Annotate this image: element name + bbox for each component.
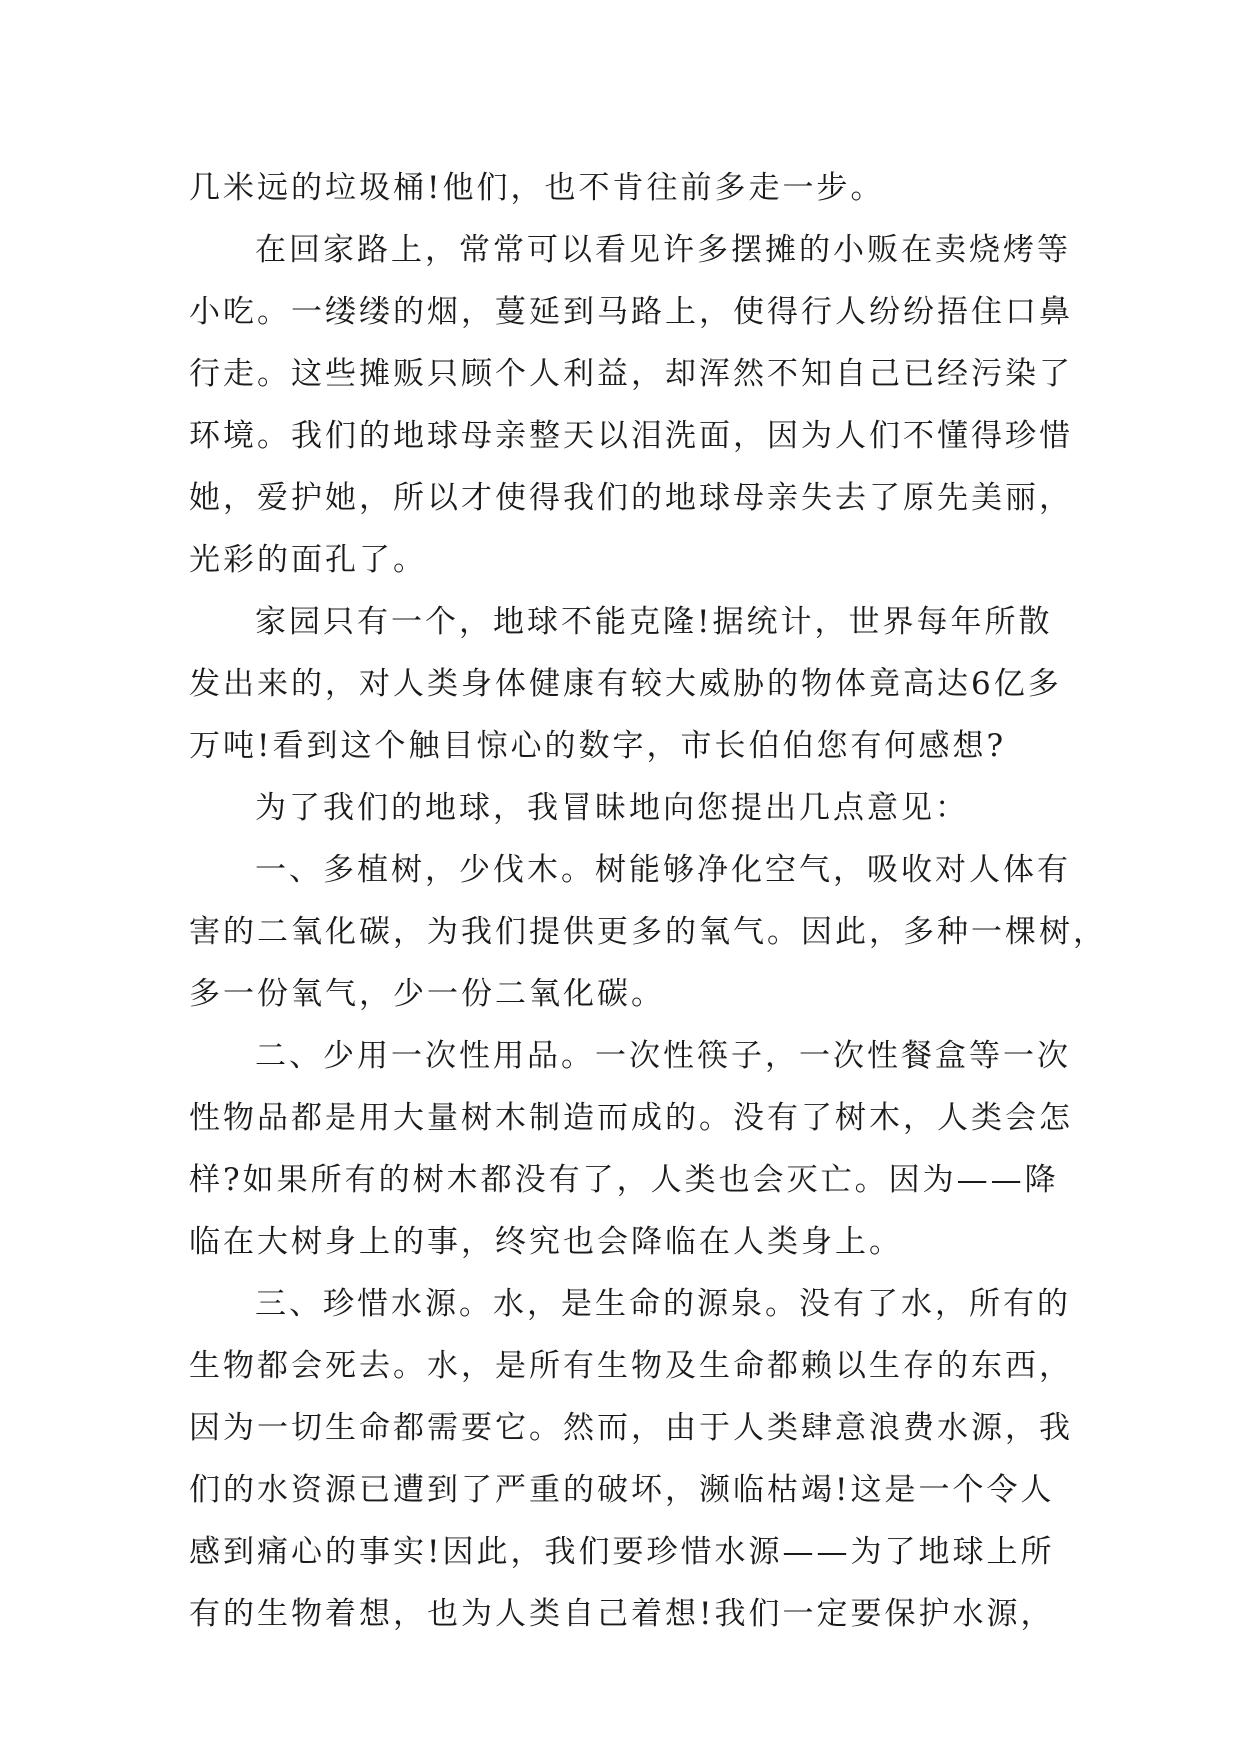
text-line: 感到痛心的事实!因此，我们要珍惜水源——为了地球上所 (189, 1534, 1055, 1570)
text-line: 为了我们的地球，我冒昧地向您提出几点意见： (255, 790, 969, 826)
text-line: 万吨!看到这个触目惊心的数字，市长伯伯您有何感想? (189, 728, 1007, 764)
text-line: 因为一切生命都需要它。然而，由于人类肆意浪费水源，我 (189, 1410, 1073, 1446)
text-line: 一、多植树，少伐木。树能够净化空气，吸收对人体有 (255, 852, 1071, 888)
text-line: 生物都会死去。水，是所有生物及生命都赖以生存的东西， (189, 1348, 1073, 1384)
text-line: 二、少用一次性用品。一次性筷子，一次性餐盒等一次 (255, 1038, 1071, 1074)
text-line: 在回家路上，常常可以看见许多摆摊的小贩在卖烧烤等 (255, 232, 1071, 268)
text-line: 害的二氧化碳，为我们提供更多的氧气。因此，多种一棵树， (189, 914, 1107, 950)
text-line: 光彩的面孔了。 (189, 542, 427, 578)
text-line: 家园只有一个，地球不能克隆!据统计，世界每年所散 (255, 604, 1053, 640)
text-line: 性物品都是用大量树木制造而成的。没有了树木，人类会怎 (189, 1100, 1073, 1136)
body-text (189, 157, 1107, 1645)
text-line: 三、珍惜水源。水，是生命的源泉。没有了水，所有的 (255, 1286, 1071, 1322)
text-line: 多一份氧气，少一份二氧化碳。 (189, 976, 665, 1012)
text-line: 她，爱护她，所以才使得我们的地球母亲失去了原先美丽， (189, 480, 1073, 516)
text-line: 临在大树身上的事，终究也会降临在人类身上。 (189, 1224, 903, 1260)
text-line: 几米远的垃圾桶!他们，也不肯往前多走一步。 (189, 170, 885, 206)
text-line: 有的生物着想，也为人类自己着想!我们一定要保护水源， (189, 1596, 1055, 1632)
text-line: 行走。这些摊贩只顾个人利益，却浑然不知自己已经污染了 (189, 356, 1073, 392)
text-line: 发出来的，对人类身体健康有较大威胁的物体竟高达6亿多 (189, 666, 1062, 702)
text-line: 小吃。一缕缕的烟，蔓延到马路上，使得行人纷纷捂住口鼻 (189, 294, 1073, 330)
text-line: 样?如果所有的树木都没有了，人类也会灭亡。因为——降 (189, 1162, 1059, 1198)
text-line: 环境。我们的地球母亲整天以泪洗面，因为人们不懂得珍惜 (189, 418, 1073, 454)
text-line: 们的水资源已遭到了严重的破坏，濒临枯竭!这是一个令人 (189, 1472, 1055, 1508)
